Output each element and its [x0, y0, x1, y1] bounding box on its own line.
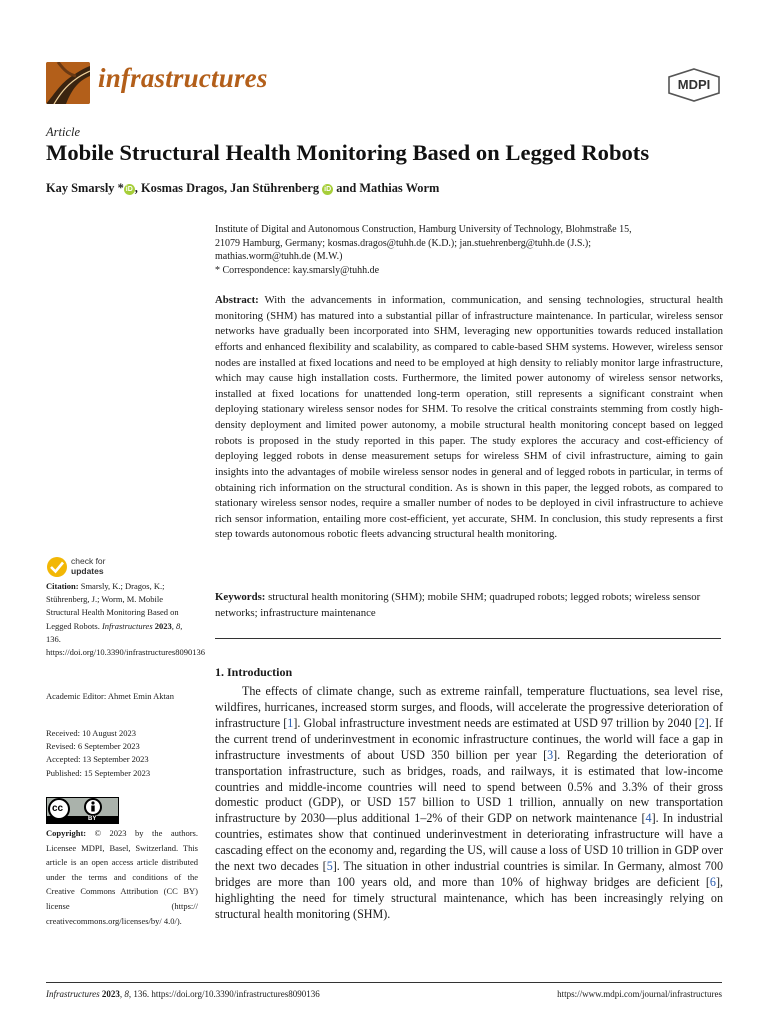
affiliation-block — [215, 223, 723, 277]
by-label: BY — [88, 816, 97, 822]
academic-editor: Academic Editor: Ahmet Emin Aktan — [46, 691, 174, 701]
citation-block — [46, 580, 205, 659]
affiliation-line: Institute of Digital and Autonomous Construction, Hamburg University of Technology, Blohmstraße 15, — [215, 224, 632, 235]
check-label: check for — [71, 556, 106, 566]
copyright-label: Copyright: — [46, 828, 87, 838]
keywords-label: Keywords: — [215, 591, 266, 603]
article-dates — [46, 727, 198, 780]
author-smarsly[interactable]: Kay Smarsly * — [46, 181, 124, 195]
affiliation-line: 21079 Hamburg, Germany; kosmas.dragos@tuhh.de (K.D.); jan.stuehrenberg@tuhh.de (J.S.); — [215, 237, 592, 249]
ref-link[interactable]: 1 — [287, 715, 294, 730]
accepted-date: Accepted: 13 September 2023 — [46, 754, 149, 765]
citation-year: 2023 — [154, 620, 172, 631]
section-heading: 1. Introduction — [215, 665, 293, 679]
intro-text: ]. Regarding the deterioration of transportation infrastructure, such as bridges, roads, and railways, it is estimated that low-income countries and middle-income countries will need to spend between 0.5% and 3.3% of their gross domestic product (GDP), or USD 157 billion to USD 1 trillion, annually on new transportation infrastructure by 2030—plus additional 1–2% of their GDP on network maintenance [ — [215, 747, 723, 826]
intro-text: ]. In industrial countries, estimates show that continued underinvestment in deteriorating infrastructure will have a cascading effect on the economy and, regarding the US, will cause a loss of USD 10 trillion in GDP over the next two decades [ — [215, 811, 723, 874]
abstract — [215, 293, 723, 543]
footer-volume: , 8 — [119, 989, 129, 999]
orcid-icon[interactable]: iD — [324, 186, 332, 193]
citation-doi[interactable]: , 136. https://doi.org/10.3390/infrastructures8090136 — [46, 620, 205, 658]
citation-journal: Infrastructures — [101, 620, 153, 631]
author-worm[interactable]: and Mathias Worm — [333, 181, 440, 195]
divider — [215, 638, 721, 639]
ref-link[interactable]: 3 — [547, 747, 554, 762]
footer-doi[interactable]: , 136. https://doi.org/10.3390/infrastructures8090136 — [128, 989, 320, 999]
article-type: Article — [46, 125, 81, 139]
received-date: Received: 10 August 2023 — [46, 728, 136, 738]
intro-text: ]. The situation in other industrial countries is similar. In Germany, almost 700 bridges are more than 100 years old, and more than 10% of highway bridges are deficient [ — [215, 859, 723, 890]
check-updates-icon — [46, 556, 68, 578]
journal-name: infrastructures — [98, 63, 268, 93]
author-list — [46, 181, 439, 196]
ref-link[interactable]: 4 — [645, 811, 652, 826]
ref-link[interactable]: 2 — [698, 715, 705, 730]
ref-link[interactable]: 5 — [326, 859, 333, 874]
keywords — [215, 590, 723, 621]
footer-year: 2023 — [101, 989, 120, 999]
mdpi-label: MDPI — [677, 77, 711, 92]
article-title: Mobile Structural Health Monitoring Based on Legged Robots — [46, 140, 650, 165]
intro-text: ]. If the current trend of underinvestment in economic infrastructure continues, the world will face a gap in infrastructure investments of about USD 350 billion per year [ — [215, 715, 723, 762]
copyright-block — [46, 826, 198, 928]
journal-logo — [46, 62, 90, 104]
intro-text: ], highlighting the need for timely structural maintenance, which has been increasingly relying on structural health monitoring (SHM). — [215, 875, 723, 921]
updates-label: updates — [71, 566, 104, 576]
footer-citation — [46, 989, 320, 999]
cc-by-badge[interactable] — [46, 797, 119, 824]
abstract-label: Abstract: — [215, 294, 259, 306]
affiliation-line: mathias.worm@tuhh.de (M.W.) — [215, 251, 343, 263]
copyright-text: © 2023 by the authors. Licensee MDPI, Basel, Switzerland. This article is an open access article distributed under the terms and conditions of the Creative Commons Attribution (CC BY) license (https:// creativecommons.org/licenses/by/ 4.0/). — [46, 828, 198, 926]
footer-divider — [46, 982, 722, 983]
footer-journal: Infrastructures — [46, 989, 100, 999]
author-others[interactable]: , Kosmas Dragos, Jan Stührenberg — [134, 181, 323, 195]
intro-text: The effects of climate change, such as extreme rainfall, temperature fluctuations, sea level rise, wildfires, hurricanes, increased storm surges, and floods, will accelerate the progressive deterioration of infrastructure [ — [215, 684, 723, 730]
orcid-icon[interactable]: iD — [125, 186, 133, 193]
mdpi-logo — [668, 68, 720, 102]
citation-label: Citation: — [46, 581, 79, 591]
citation-text: Smarsly, K.; Dragos, K.; Stührenberg, J.; Worm, M. Mobile Structural Health Monitoring Based on Legged Robots. — [46, 581, 179, 631]
abstract-text: With the advancements in information, communication, and sensing technologies, structural health monitoring (SHM) has matured into a substantial pillar of infrastructure maintenance. In particular, wireless sensor networks have gradually been incorporated into SHM, leveraging new opportunities towards reduced installation efforts and enhanced flexibility and scalability, as compared to cable-based SHM systems. However, wireless sensor nodes are installed at fixed locations and need to be employed at high density to reliably monitor large infrastructure, which may cause high installation costs. Furthermore, the limited power autonomy of wireless sensor networks, installed at fixed locations for unattended long-term operation, still represents a significant constraint when deploying stationary wireless sensor nodes for SHM. To resolve the critical constraints stemming from costly high-density deployment and limited power autonomy, a mobile structural health monitoring concept based on legged robots is proposed in the study reported in this paper. The study explores the accuracy and cost-efficiency of deploying legged robots in dense measurement setups for wireless SHM of civil infrastructure, aiming to gain insights into the advantages of mobile wireless sensor nodes in general and of legged robots in particular, in terms of obtaining rich information on the structural condition. As is shown in this paper, the legged robots, as compared to stationary wireless sensor nodes, require a smaller number of nodes to be deployed in civil infrastructure to achieve rich sensor information, entailing more cost-efficient, yet accurate, SHM. In conclusion, this study represents a first step towards autonomous robotic fleets advancing structural health monitoring. — [215, 294, 723, 541]
citation-volume: , 8 — [171, 620, 181, 631]
road-logo-icon — [46, 62, 90, 104]
ref-link[interactable]: 6 — [709, 875, 716, 890]
keywords-text: structural health monitoring (SHM); mobile SHM; quadruped robots; legged robots; wireless sensor networks; infrastructure maintenance — [215, 591, 701, 619]
revised-date: Revised: 6 September 2023 — [46, 741, 140, 752]
intro-text: ]. Global infrastructure investment needs are estimated at USD 97 trillion by 2040 [ — [293, 715, 699, 730]
footer-url[interactable]: https://www.mdpi.com/journal/infrastructures — [557, 989, 722, 999]
published-date: Published: 15 September 2023 — [46, 767, 151, 778]
cc-label: cc — [52, 803, 64, 814]
correspondence: * Correspondence: kay.smarsly@tuhh.de — [215, 264, 380, 276]
intro-paragraph — [215, 684, 723, 923]
check-for-updates-badge[interactable] — [46, 555, 166, 580]
